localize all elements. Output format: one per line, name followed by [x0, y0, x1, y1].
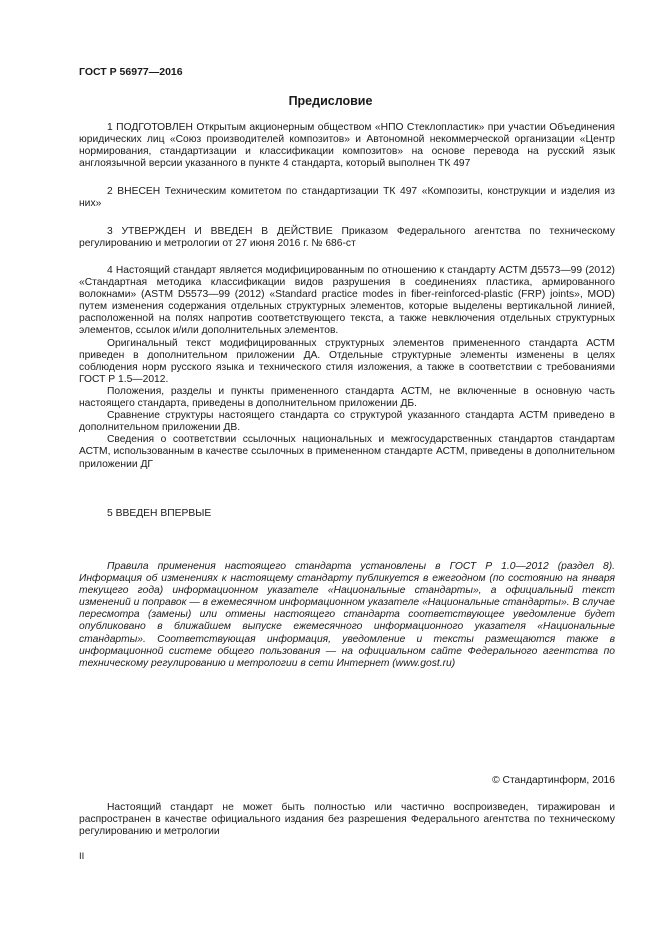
foreword-item-3	[79, 226, 615, 250]
page-title: Предисловие	[288, 94, 373, 108]
page-number: II	[79, 851, 85, 862]
item-3-text: 3 УТВЕРЖДЕН И ВВЕДЕН В ДЕЙСТВИЕ Приказом Федерального агентства по техническому регулированию и метрологии от 27 июня 2016 г. № 686-ст	[79, 226, 615, 250]
copyright-line: © Стандартинформ, 2016	[492, 775, 615, 786]
item-4-paragraph-1: 4 Настоящий стандарт является модифицированным по отношению к стандарту АСТМ Д5573—99 (2012) «Стандартная методика классификации видов разрушения в соединениях пластика, армированного волокнами» (ASTM D5573—99 (2012) «Standard practice modes in fiber-reinforced-plastic (FRP) joints», MOD) путем изменения содержания отдельных структурных элементов, которые выделены вертикальной линией, расположенной на полях напротив соответствующего текста, а также невключения отдельных структурных элементов, ссылок и/или дополнительных элементов.	[79, 265, 615, 337]
foreword-item-1	[79, 122, 615, 170]
reproduction-notice-text: Настоящий стандарт не может быть полностью или частично воспроизведен, тиражирован и распространен в качестве официального издания без разрешения Федерального агентства по техническому регулированию и метрологии	[79, 802, 615, 838]
item-4-paragraph-5: Сведения о соответствии ссылочных национальных и межгосударственных стандартов стандартам АСТМ, использованным в качестве ссылочных в примененном стандарте АСТМ, приведены в дополнительном приложении ДГ	[79, 434, 615, 470]
foreword-item-5	[79, 508, 615, 520]
item-4-paragraph-4: Сравнение структуры настоящего стандарта со структурой указанного стандарта АСТМ приведено в дополнительном приложении ДВ.	[79, 410, 615, 434]
reproduction-notice	[79, 802, 615, 838]
item-5-text: 5 ВВЕДЕН ВПЕРВЫЕ	[107, 508, 212, 519]
item-1-text: 1 ПОДГОТОВЛЕН Открытым акционерным обществом «НПО Стеклопластик» при участии Объединения юридических лиц «Союз производителей композитов» и Автономной некоммерческой организации «Центр нормирования, стандартизации и классификации композитов» на основе перевода на русский язык англоязычной версии указанного в пункте 4 стандарта, который выполнен ТК 497	[79, 122, 615, 170]
item-4-paragraph-3: Положения, разделы и пункты примененного стандарта АСТМ, не включенные в основную часть настоящего стандарта, приведены в дополнительном приложении ДБ.	[79, 385, 615, 410]
item-4-paragraph-2: Оригинальный текст модифицированных структурных элементов примененного стандарта АСТМ приведен в дополнительном приложении ДА. Отдельные структурные элементы изменены в целях соблюдения норм русского языка и технического стиля изложения, а также в соответствии с требованиями ГОСТ Р 1.5—2012.	[79, 337, 615, 385]
notice-text: Правила применения настоящего стандарта установлены в ГОСТ Р 1.0—2012 (раздел 8). Информация об изменениях к настоящему стандарту публикуется в ежегодном (по состоянию на января текущего года) информационном указателе «Национальные стандарты», а официальный текст изменений и поправок — в ежемесячном информационном указателе «Национальные стандарты». В случае пересмотра (замены) или отмены настоящего стандарта соответствующее уведомление будет опубликовано в ближайшем выпуске ежемесячного информационного указателя «Национальные стандарты». Соответствующая информация, уведомление и тексты размещаются также в информационной системе общего пользования — на официальном сайте Федерального агентства по техническому регулированию и метрологии в сети Интернет (www.gost.ru)	[79, 561, 615, 669]
foreword-item-4	[79, 265, 615, 471]
item-2-text: 2 ВНЕСЕН Техническим комитетом по стандартизации ТК 497 «Композиты, конструкции и изделия из них»	[79, 186, 615, 210]
foreword-item-2	[79, 186, 615, 210]
application-rules-notice	[79, 561, 615, 670]
document-code-header: ГОСТ Р 56977—2016	[79, 66, 183, 78]
